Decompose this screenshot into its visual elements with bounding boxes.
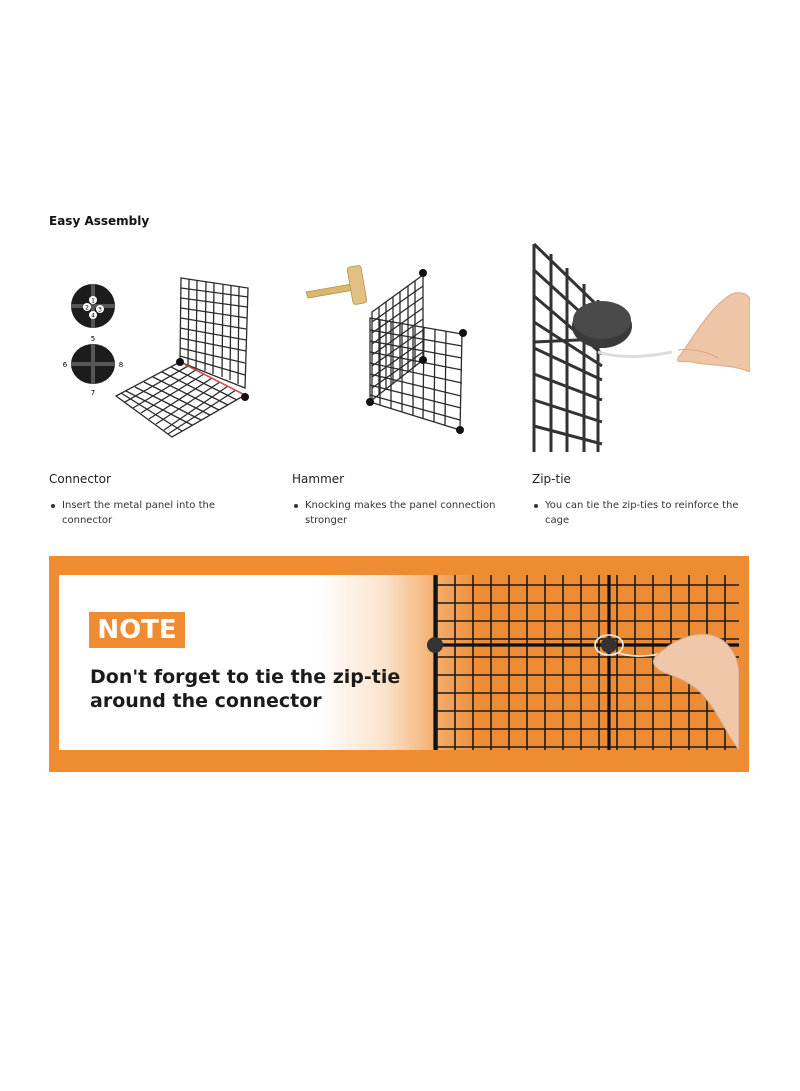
hammer-bullet: Knocking makes the panel connection stronger (292, 498, 510, 528)
connector-num-8: 8 (118, 361, 124, 369)
banner-connector-left (427, 637, 443, 653)
banner-hand-icon (653, 634, 739, 750)
hammer-icon (306, 265, 367, 305)
connector-num-6: 6 (62, 361, 68, 369)
zip-tie-title: Zip-tie (532, 472, 571, 486)
note-banner (49, 556, 749, 772)
connector-bullet: Insert the metal panel into the connector (49, 498, 267, 528)
floor-panel-icon (116, 362, 245, 437)
zip-tie-bullet: You can tie the zip-ties to reinforce the cage (532, 498, 750, 528)
zip-tie-illustration (532, 240, 750, 526)
connector-num-7: 7 (90, 389, 96, 397)
hammer-title: Hammer (292, 472, 345, 486)
connector-illustration (49, 240, 269, 526)
zip-tie-photo-icon (532, 240, 750, 455)
connector-title: Connector (49, 472, 111, 486)
connector-bottom-icon (63, 335, 123, 397)
connector-column (49, 240, 269, 526)
note-badge: NOTE (89, 612, 185, 648)
hammer-diagram-icon (292, 240, 512, 455)
note-text: Don't forget to tie the zip-tie around the connector (90, 666, 401, 712)
hammer-column (292, 240, 512, 526)
vertical-panel-icon (180, 278, 248, 388)
connector-num-3: 3 (98, 306, 102, 314)
section-heading: Easy Assembly (49, 214, 150, 228)
banner-grid-icon (59, 575, 739, 750)
note-panel (59, 575, 739, 750)
connector-diagram-icon (49, 240, 269, 455)
hammer-illustration (292, 240, 512, 526)
connector-top-icon (71, 284, 115, 328)
connector-disk-icon (572, 301, 632, 348)
zip-tie-column (532, 240, 750, 526)
connector-num-4: 4 (91, 312, 95, 320)
connector-num-1: 1 (91, 297, 95, 305)
banner-connector-right (601, 637, 617, 653)
connector-num-5: 5 (90, 335, 96, 343)
connector-num-2: 2 (85, 304, 89, 312)
